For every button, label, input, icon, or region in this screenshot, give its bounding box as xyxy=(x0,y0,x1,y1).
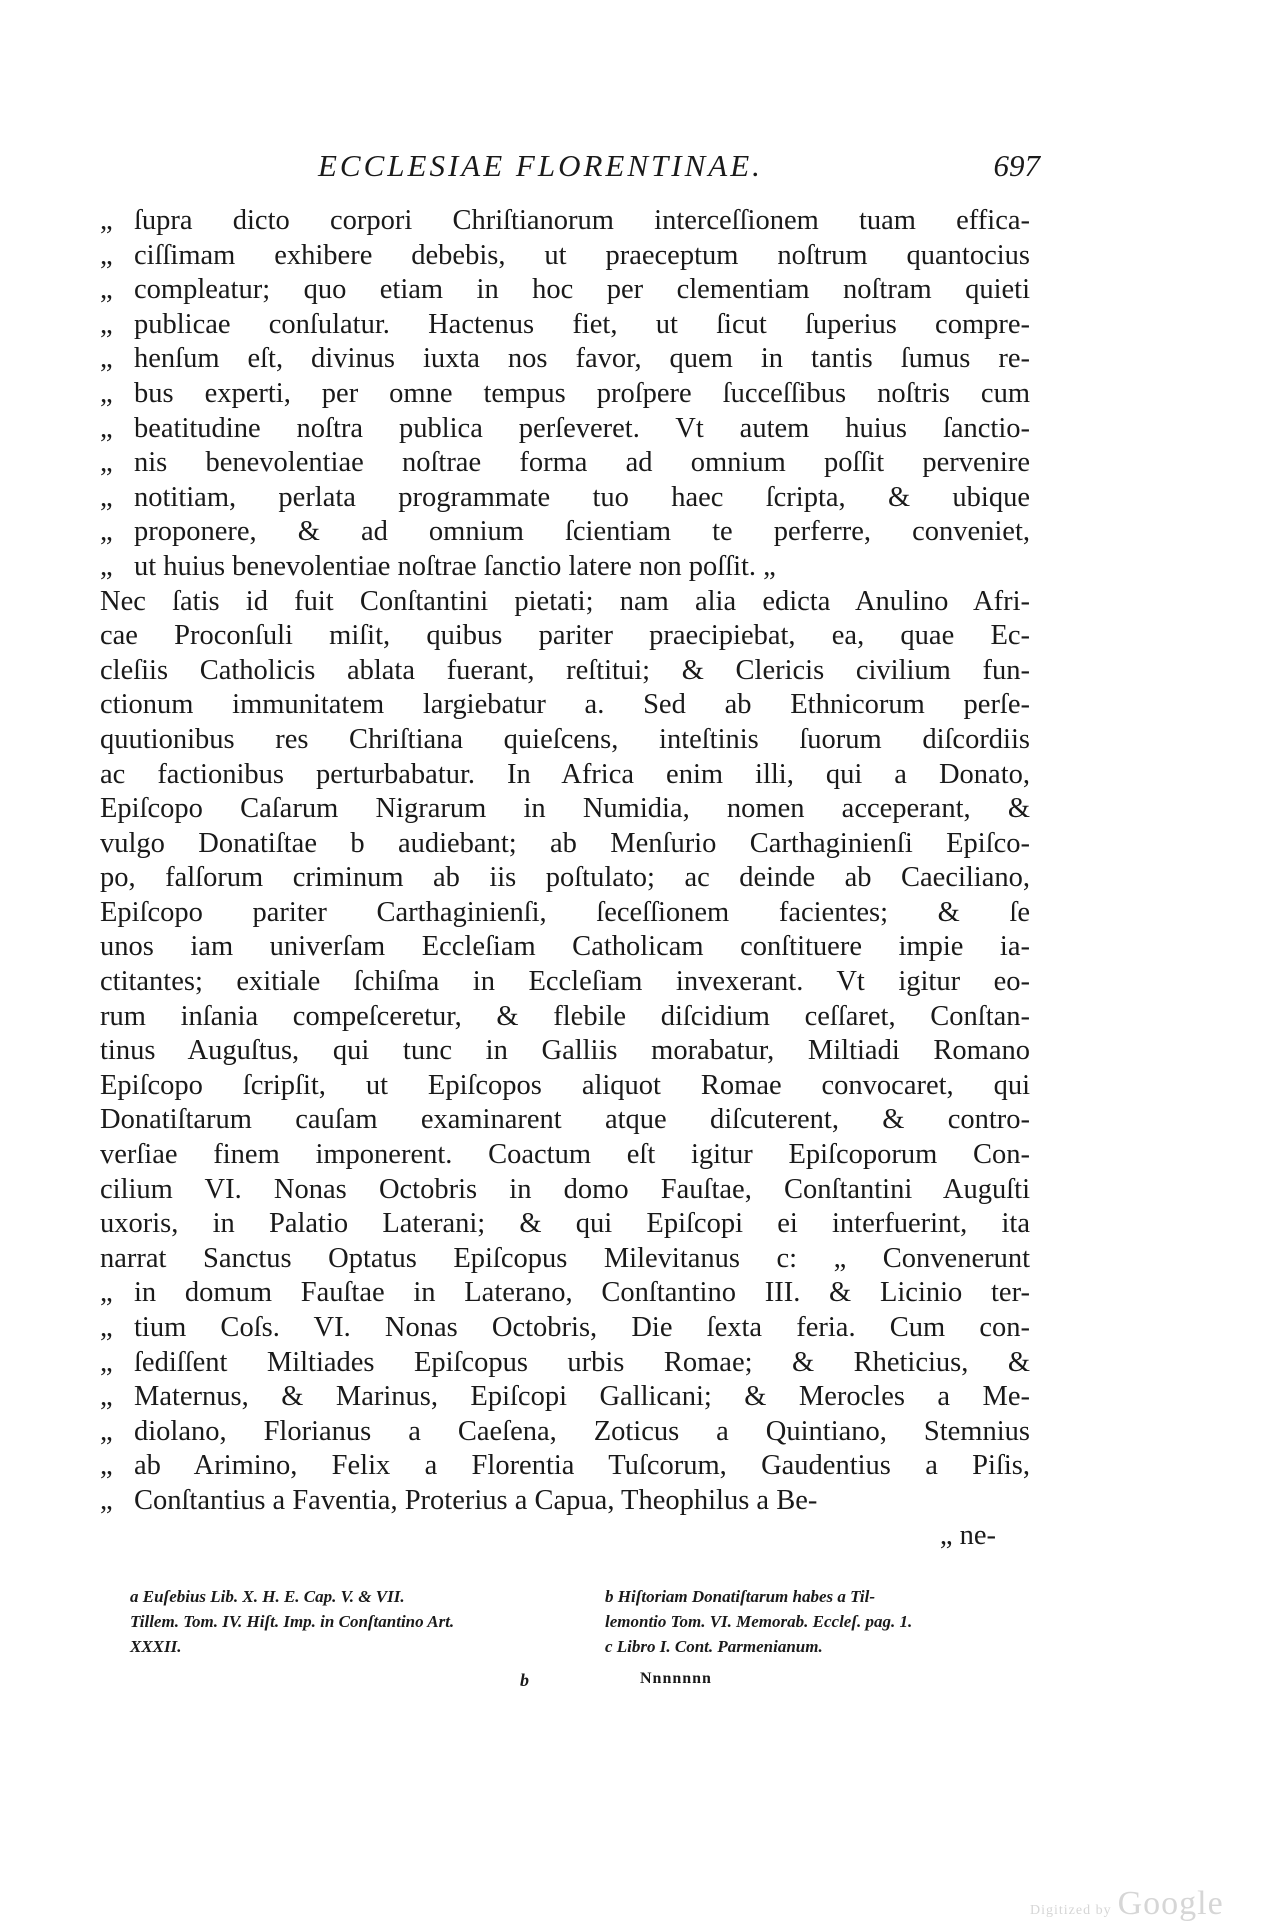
text-line xyxy=(100,965,1030,1000)
catchword: „ ne- xyxy=(939,1519,996,1551)
line-text: ut huius benevolentiae noſtrae ſanctio latere non poſſit. „ xyxy=(134,550,776,582)
quote-mark: „ xyxy=(100,1312,113,1343)
quote-mark: „ xyxy=(100,1381,113,1413)
text-line xyxy=(100,654,1030,689)
line-text: ſediſſent Miltiades Epiſcopus urbis Romae; & Rheticius, & xyxy=(134,1346,1030,1378)
text-line xyxy=(100,1276,1030,1311)
line-text: Epiſcopo Caſarum Nigrarum in Numidia, nomen acceperant, & xyxy=(100,793,1030,825)
quote-mark: „ xyxy=(100,550,113,582)
line-text: cae Proconſuli miſit, quibus pariter praecipiebat, ea, quae Ec- xyxy=(100,620,1030,652)
line-text: quutionibus res Chriſtiana quieſcens, inteſtinis ſuorum diſcordiis xyxy=(100,723,1030,755)
bottom-catchword: Nnnnnnn xyxy=(640,1670,712,1687)
text-line xyxy=(100,1069,1030,1104)
quote-mark: „ xyxy=(100,205,113,236)
line-text: rum inſania compeſceretur, & flebile diſcidium ceſſaret, Conſtan- xyxy=(100,1000,1030,1032)
footnotes xyxy=(130,1584,1030,1664)
quote-mark: „ xyxy=(100,1484,113,1516)
quote-mark: „ xyxy=(100,239,113,271)
text-line xyxy=(100,1415,1030,1450)
line-text: po, falſorum criminum ab iis poſtulato; ac deinde ab Caeciliano, xyxy=(100,862,1030,894)
quote-mark: „ xyxy=(100,377,113,409)
body-text xyxy=(100,204,1030,1553)
line-text: uxoris, in Palatio Laterani; & qui Epiſcopi ei interfuerint, ita xyxy=(100,1208,1030,1240)
line-text: proponere, & ad omnium ſcientiam te perferre, conveniet, xyxy=(134,516,1030,548)
line-text: notitiam, perlata programmate tuo haec ſcripta, & ubique xyxy=(134,481,1030,513)
line-text: narrat Sanctus Optatus Epiſcopus Milevitanus c: „ Convenerunt xyxy=(100,1242,1030,1274)
footnote-line: c Libro I. Cont. Parmenianum. xyxy=(605,1637,823,1656)
footnotes-right-column xyxy=(605,1584,1045,1659)
line-text: ac factionibus perturbabatur. In Africa enim illi, qui a Donato, xyxy=(100,758,1030,790)
line-text: beatitudine noſtra publica perſeveret. Vt autem huius ſanctio- xyxy=(134,412,1030,444)
line-text: bus experti, per omne tempus proſpere ſucceſſibus noſtris cum xyxy=(134,377,1030,409)
line-text: henſum eſt, divinus iuxta nos favor, quem in tantis ſumus re- xyxy=(134,343,1030,375)
quote-mark: „ xyxy=(100,481,113,513)
text-line xyxy=(100,1380,1030,1415)
digitization-watermark xyxy=(1030,1885,1224,1923)
text-line xyxy=(100,1173,1030,1208)
text-line xyxy=(100,204,1030,239)
text-line xyxy=(100,481,1030,516)
footnote-line: XXXII. xyxy=(130,1637,182,1656)
text-line xyxy=(100,861,1030,896)
line-text: Epiſcopo ſcripſit, ut Epiſcopos aliquot Romae convocaret, qui xyxy=(100,1069,1030,1101)
line-text: unos iam univerſam Eccleſiam Catholicam conſtituere impie ia- xyxy=(100,931,1030,963)
line-text: verſiae finem imponerent. Coactum eſt igitur Epiſcoporum Con- xyxy=(100,1139,1030,1171)
quote-mark: „ xyxy=(100,412,113,444)
line-text: ſupra dicto corpori Chriſtianorum interceſſionem tuam effica- xyxy=(134,205,1030,236)
line-text: Maternus, & Marinus, Epiſcopi Gallicani; & Merocles a Me- xyxy=(134,1381,1030,1413)
text-line xyxy=(100,619,1030,654)
footnote-line: Tillem. Tom. IV. Hiſt. Imp. in Conſtantino Art. xyxy=(130,1612,455,1631)
line-text: diolano, Florianus a Caeſena, Zoticus a Quintiano, Stemnius xyxy=(134,1415,1030,1447)
text-line xyxy=(100,1242,1030,1277)
text-line xyxy=(100,1311,1030,1346)
line-text: ctionum immunitatem largiebatur a. Sed ab Ethnicorum perſe- xyxy=(100,689,1030,721)
page-header xyxy=(140,148,1040,188)
line-text: Donatiſtarum cauſam examinarent atque diſcuterent, & contro- xyxy=(100,1104,1030,1136)
line-text: Nec ſatis id fuit Conſtantini pietati; nam alia edicta Anulino Afri- xyxy=(100,585,1030,617)
text-line xyxy=(100,273,1030,308)
text-line xyxy=(100,1346,1030,1381)
page-number: 697 xyxy=(993,148,1040,183)
quote-mark: „ xyxy=(100,308,113,340)
running-title: ECCLESIAE FLORENTINAE. xyxy=(318,148,763,183)
text-line xyxy=(100,342,1030,377)
text-line xyxy=(100,446,1030,481)
signature-mark: b xyxy=(520,1670,529,1690)
footnote-line: lemontio Tom. VI. Memorab. Eccleſ. pag. 1. xyxy=(605,1612,913,1631)
line-text: nis benevolentiae noſtrae forma ad omnium poſſit pervenire xyxy=(134,447,1030,479)
footnote-line: b Hiſtoriam Donatiſtarum habes a Til- xyxy=(605,1587,875,1606)
text-line xyxy=(100,585,1030,620)
text-line xyxy=(100,1138,1030,1173)
quote-mark: „ xyxy=(100,274,113,306)
line-text: in domum Fauſtae in Laterano, Conſtantino III. & Licinio ter- xyxy=(134,1277,1030,1309)
text-line xyxy=(100,1449,1030,1484)
line-text: cilium VI. Nonas Octobris in domo Fauſtae, Conſtantini Auguſti xyxy=(100,1173,1030,1205)
line-text: Epiſcopo pariter Carthaginienſi, ſeceſſionem facientes; & ſe xyxy=(100,896,1030,928)
text-line xyxy=(100,930,1030,965)
line-text: ciſſimam exhibere debebis, ut praeceptum noſtrum quantocius xyxy=(134,239,1030,271)
text-line xyxy=(100,1103,1030,1138)
text-line xyxy=(100,1034,1030,1069)
text-line xyxy=(100,550,1030,585)
text-line xyxy=(100,515,1030,550)
line-text: ab Arimino, Felix a Florentia Tuſcorum, Gaudentius a Piſis, xyxy=(134,1450,1030,1482)
text-line xyxy=(100,1207,1030,1242)
text-line xyxy=(100,412,1030,447)
line-text: vulgo Donatiſtae b audiebant; ab Menſurio Carthaginienſi Epiſco- xyxy=(100,827,1030,859)
footnote-line: a Euſebius Lib. X. H. E. Cap. V. & VII. xyxy=(130,1587,405,1606)
line-text: publicae conſulatur. Hactenus fiet, ut ſicut ſuperius compre- xyxy=(134,308,1030,340)
text-line xyxy=(100,1484,1030,1519)
quote-mark: „ xyxy=(100,516,113,548)
line-text: tinus Auguſtus, qui tunc in Galliis morabatur, Miltiadi Romano xyxy=(100,1035,1030,1067)
line-text: ctitantes; exitiale ſchiſma in Eccleſiam invexerant. Vt igitur eo- xyxy=(100,966,1030,998)
text-line xyxy=(100,1000,1030,1035)
watermark-prefix: Digitized by xyxy=(1030,1903,1112,1918)
text-line xyxy=(100,896,1030,931)
quote-mark: „ xyxy=(100,447,113,479)
text-line xyxy=(100,688,1030,723)
quote-mark: „ xyxy=(100,1346,113,1378)
quote-mark: „ xyxy=(100,1450,113,1482)
quote-mark: „ xyxy=(100,1277,113,1309)
watermark-brand: Google xyxy=(1117,1885,1224,1922)
text-line xyxy=(100,377,1030,412)
text-line xyxy=(100,758,1030,793)
line-text: tium Coſs. VI. Nonas Octobris, Die ſexta feria. Cum con- xyxy=(134,1312,1030,1343)
line-text: Conſtantius a Faventia, Proterius a Capua, Theophilus a Be- xyxy=(134,1484,818,1516)
text-line xyxy=(100,308,1030,343)
line-text: cleſiis Catholicis ablata fuerant, reſtitui; & Clericis civilium fun- xyxy=(100,654,1030,686)
footnotes-left-column xyxy=(130,1584,570,1659)
text-line xyxy=(100,792,1030,827)
quote-mark: „ xyxy=(100,1415,113,1447)
text-line xyxy=(100,239,1030,274)
text-line xyxy=(100,827,1030,862)
quote-mark: „ xyxy=(100,343,113,375)
text-line xyxy=(100,723,1030,758)
line-text: compleatur; quo etiam in hoc per clementiam noſtram quieti xyxy=(134,274,1030,306)
